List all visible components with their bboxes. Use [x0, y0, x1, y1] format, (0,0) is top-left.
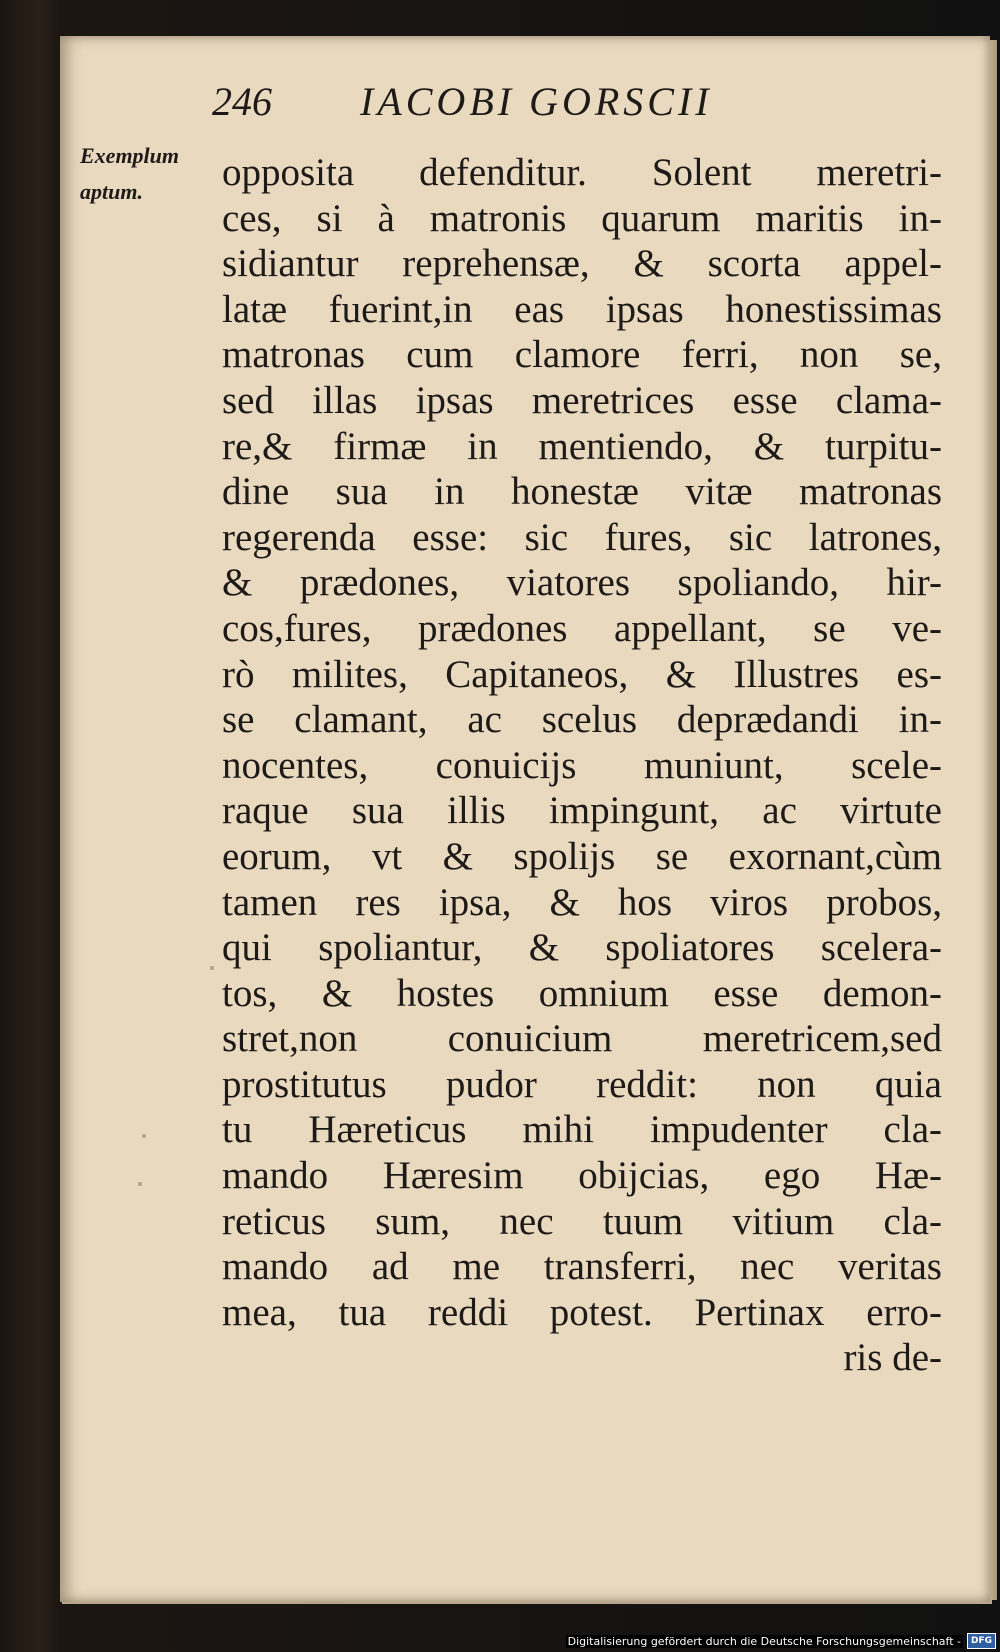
text-line: tos, & hostes omnium esse demon-: [222, 971, 942, 1015]
text-line: regerenda esse: sic fures, sic latrones,: [222, 515, 942, 559]
text-line: qui spoliantur, & spoliatores scelera-: [222, 926, 942, 970]
text-line: cos,fures, prædones appellant, se ve-: [222, 606, 942, 650]
text-line: mando ad me transferri, nec veritas: [222, 1245, 942, 1289]
margin-note-line: Exemplum: [80, 143, 180, 168]
funding-notice: Digitalisierung gefördert durch die Deutsche Forschungsgemeinschaft -: [567, 1634, 961, 1648]
text-line: matronas cum clamore ferri, non se,: [222, 333, 942, 377]
text-line: nocentes, conuicijs muniunt, scele-: [222, 743, 942, 787]
text-line: mando Hæresim obijcias, ego Hæ-: [222, 1154, 942, 1198]
text-line: eorum, vt & spolijs se exornant,cùm: [222, 834, 942, 878]
body-text: [222, 150, 942, 1381]
text-line: opposita defenditur. Solent meretri-: [222, 151, 942, 194]
text-line: tamen res ipsa, & hos viros probos,: [222, 880, 942, 924]
text-line: tu Hæreticus mihi impudenter cla-: [222, 1108, 942, 1152]
running-title: IACOBI GORSCII: [360, 79, 713, 124]
page-number: 246: [212, 79, 272, 124]
page-header: [212, 78, 832, 138]
text-line: latæ fuerint,in eas ipsas honestissimas: [222, 287, 942, 331]
text-line: se clamant, ac scelus deprædandi in-: [222, 698, 942, 742]
margin-note-line: aptum.: [80, 179, 143, 204]
margin-note: [80, 138, 210, 210]
text-line: & prædones, viatores spoliando, hir-: [222, 561, 942, 605]
text-line: sed illas ipsas meretrices esse clama-: [222, 378, 942, 422]
paper-speck: [210, 966, 214, 970]
digitization-footer: [566, 1632, 996, 1650]
catchword-line: ris de-: [843, 1336, 942, 1380]
paper-speck: [142, 1134, 146, 1138]
text-line: raque sua illis impingunt, ac virtute: [222, 789, 942, 833]
text-line: dine sua in honestæ vitæ matronas: [222, 470, 942, 514]
text-line: reticus sum, nec tuum vitium cla-: [222, 1199, 942, 1243]
paper-speck: [138, 1182, 142, 1186]
text-line: stret,non conuicium meretricem,sed: [222, 1017, 942, 1061]
text-line: ces, si à matronis quarum maritis in-: [222, 196, 942, 240]
text-line: rò milites, Capitaneos, & Illustres es-: [222, 652, 942, 696]
text-line: sidiantur reprehensæ, & scorta appel-: [222, 242, 942, 286]
dfg-logo: DFG: [967, 1633, 996, 1649]
text-line: prostitutus pudor reddit: non quia: [222, 1062, 942, 1106]
text-line: re,& firmæ in mentiendo, & turpitu-: [222, 424, 942, 468]
text-line: mea, tua reddi potest. Pertinax erro-: [222, 1290, 942, 1334]
